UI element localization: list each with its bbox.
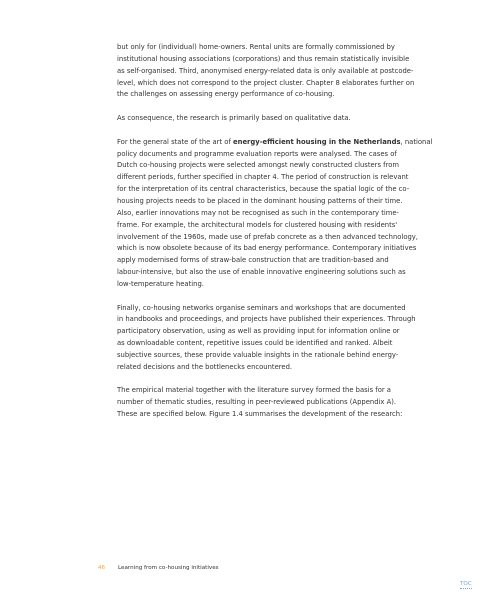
page-number: 46: [98, 565, 106, 571]
paragraph-3: [117, 137, 449, 291]
paragraph-3-rest: , national policy documents and programme evaluation reports were analysed. The cases of Dutch co-housing projects were selected amongst newly constructed clusters from different periods, further specified in chapter 4. The period of construction is relevant for the interpretation of its central characteristics, because the spatial logic of the co- housing projects needs to be placed in the dominant housing patterns of their time. Also, earlier innovations may not be recognised as such in the contemporary time- frame. For example, the architectural models for clustered housing with residents' involvement of the 1960s, made use of prefab concrete as a then advanced technology, which is now obsolete because of its bad energy performance. Contemporary initiatives apply modernised forms of straw-bale construction that are tradition-based and labour-intensive, but also the use of enable innovative engineering solutions such as low-temperature heating.: [117, 137, 433, 288]
paragraph-3-intro: For the general state of the art of: [117, 137, 233, 146]
page-body: [117, 42, 449, 421]
running-title: Learning from co-housing initiatives: [118, 565, 219, 571]
paragraph-2: As consequence, the research is primarily based on qualitative data.: [117, 114, 351, 123]
paragraph-4: Finally, co-housing networks organise seminars and workshops that are documented in handbooks and proceedings, and projects have published their experiences. Through participatory observation, using as well as providing input for information online or as downloadable content, repetitive issues could be identified and ranked. Albeit subjective sources, these provide valuable insights in the rationale behind energy- related decisions and the bottlenecks encountered.: [117, 303, 416, 371]
paragraph-5: The empirical material together with the literature survey formed the basis for a number of thematic studies, resulting in peer-reviewed publications (Appendix A). These are specified below. Figure 1.4 summarises the development of the research:: [117, 386, 403, 419]
paragraph-1: but only for (individual) home-owners. Rental units are formally commissioned by institutional housing associations (corporations) and thus remain statistically invisible as self-organised. Third, anonymised energy-related data is only available at postcode- level, which does not correspond to the project cluster. Chapter 8 elaborates further on the challenges on assessing energy performance of co-housing.: [117, 43, 415, 99]
paragraph-3-emphasis: energy-efficient housing in the Netherlands: [233, 137, 401, 146]
toc-link[interactable]: TOC: [460, 581, 472, 587]
page-footer: [98, 564, 219, 572]
